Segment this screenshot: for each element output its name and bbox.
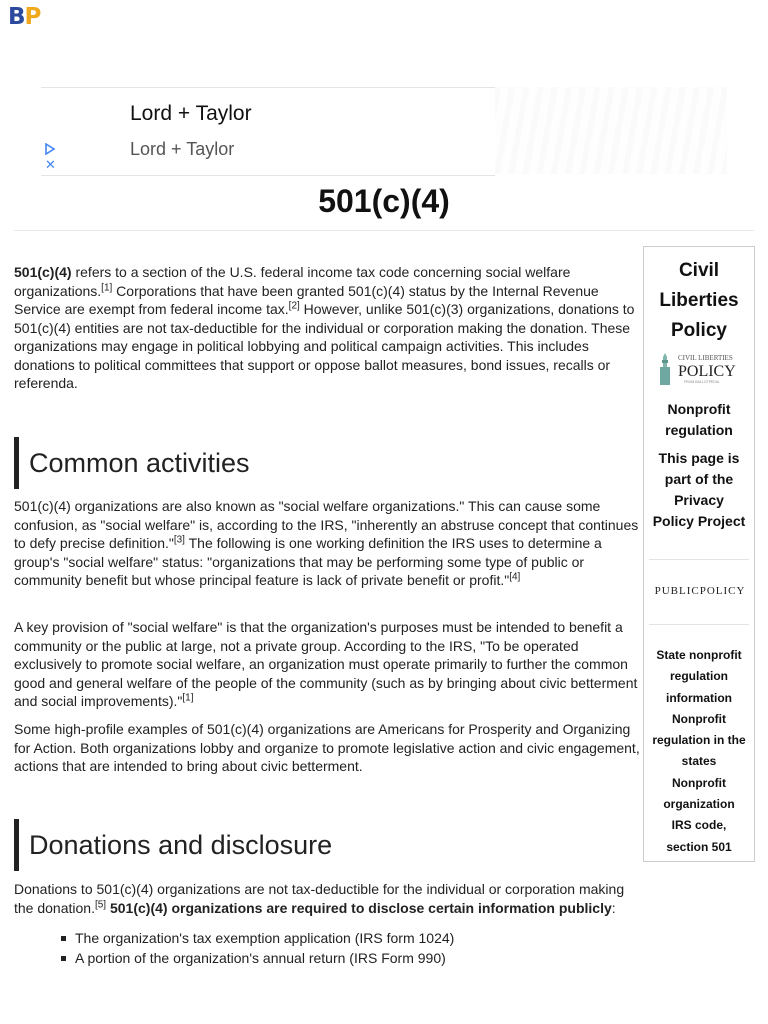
intro-term: 501(c)(4) (14, 264, 72, 280)
paragraph-text: The following is one working definition the IRS uses to determine a group's "social welfare" status: "organizations that may be performing some type of public or community benefit but whose principal feature is lack of private benefit or profit." (14, 535, 602, 588)
sidebar-link[interactable]: regulation in the (652, 733, 746, 748)
sidebar-divider (649, 624, 749, 625)
svg-text:POLICY: POLICY (678, 363, 736, 380)
sidebar-link[interactable]: section 501 (666, 839, 732, 854)
paragraph-text: Some high-profile examples of 501(c)(4) organizations are Americans for Prosperity and Organizing for Action. Both organizations lobby and organize to promote legislative action and civic engagement, actions that are intended to bring about civic betterment. (14, 721, 640, 774)
logo-letter-p: P (24, 4, 41, 30)
sidebar-note: This page is part of the Privacy Policy Project (652, 450, 746, 529)
close-icon[interactable]: ✕ (45, 157, 56, 172)
citation-link[interactable]: [1] (101, 281, 113, 293)
common-activities-p1 (14, 497, 642, 590)
advertisement[interactable] (41, 87, 495, 176)
ad-background (495, 87, 727, 174)
sidebar-link[interactable]: information (666, 690, 732, 705)
svg-text:FROM BALLOTPEDIA: FROM BALLOTPEDIA (684, 380, 720, 384)
citation-link[interactable]: [4] (509, 571, 521, 583)
sidebar-link[interactable]: states (681, 754, 717, 769)
sidebar-title: Civil Liberties Policy (659, 260, 739, 341)
list-item: A portion of the organization's annual return (IRS Form 990) (60, 948, 454, 968)
public-policy-logo[interactable]: PUBLICPOLICY (654, 585, 746, 597)
sidebar-divider (649, 559, 749, 560)
paragraph-text: : (611, 899, 616, 916)
section-heading-donations: Donations and disclosure (14, 819, 332, 871)
sidebar-subtitle: Nonprofit regulation (665, 401, 733, 438)
svg-text:CIVIL LIBERTIES: CIVIL LIBERTIES (678, 354, 733, 362)
citation-link[interactable]: [5] (94, 898, 107, 910)
citation-link[interactable]: [1] (182, 692, 194, 704)
intro-text-2: Corporations that have been granted 501(c)(4) status by the Internal Revenue Service are exempt from federal income tax. (14, 282, 599, 317)
citation-link[interactable]: [3] (173, 534, 185, 546)
paragraph-text: A key provision of "social welfare" is that the organization's purposes must be intended to benefit a community or the public at large, not a private group. According to the IRS, "To be operated exclusively to promote social welfare, an organization must operate primarily to further the common good and general welfare of the people of the community (such as by bringing about civic betterment and social improvements)." (14, 619, 638, 709)
sidebar-link[interactable]: organization (663, 797, 735, 812)
logo-letter-b: B (8, 4, 25, 30)
bold-statement: 501(c)(4) organizations are required to disclose certain information publicly (106, 899, 612, 916)
ad-subtitle[interactable]: Lord + Taylor (130, 139, 235, 159)
sidebar-infobox (643, 246, 755, 862)
paragraph-text: 501(c)(4) organizations are also known as "social welfare organizations." This can cause some confusion, as "social welfare" is, according to the IRS, "inherently an abstruse concept that continues to defy precise definition." (14, 498, 639, 551)
civil-liberties-policy-logo[interactable] (656, 351, 744, 385)
common-activities-p2 (14, 618, 642, 711)
play-icon[interactable] (44, 143, 56, 155)
intro-text-3: However, unlike 501(c)(3) organizations, donations to 501(c)(4) entities are not tax-deductible for the individual or corporation making the donation. These organizations may engage in political lobbying and political campaign activities. This includes donations to political committees that support or oppose ballot measures, bond issues, recalls or referenda. (14, 301, 635, 391)
sidebar-links (644, 645, 754, 858)
page-title: 501(c)(4) (318, 183, 450, 219)
sidebar-link[interactable]: Nonprofit (672, 711, 726, 726)
disclosure-list (60, 928, 454, 968)
intro-paragraph (14, 263, 642, 393)
sidebar-link[interactable]: IRS code, (671, 818, 727, 833)
title-divider (14, 230, 754, 231)
paragraph-text: Donations to 501(c)(4) organizations are not tax-deductible for the individual or corporation making the donation. (14, 881, 625, 916)
list-item: The organization's tax exemption application (IRS form 1024) (60, 928, 454, 948)
sidebar-link[interactable]: regulation (669, 669, 728, 684)
sidebar-link[interactable]: State nonprofit (656, 648, 742, 662)
site-logo[interactable] (8, 4, 40, 30)
donations-p1 (14, 880, 642, 917)
sidebar-link[interactable]: Nonprofit (672, 775, 726, 790)
intro-section (14, 263, 642, 393)
section-heading-common-activities: Common activities (14, 437, 250, 489)
common-activities-p3 (14, 720, 642, 776)
ad-title[interactable]: Lord + Taylor (130, 102, 252, 125)
citation-link[interactable]: [2] (288, 300, 300, 312)
intro-text-1: refers to a section of the U.S. federal income tax code concerning social welfare organizations. (14, 264, 571, 299)
